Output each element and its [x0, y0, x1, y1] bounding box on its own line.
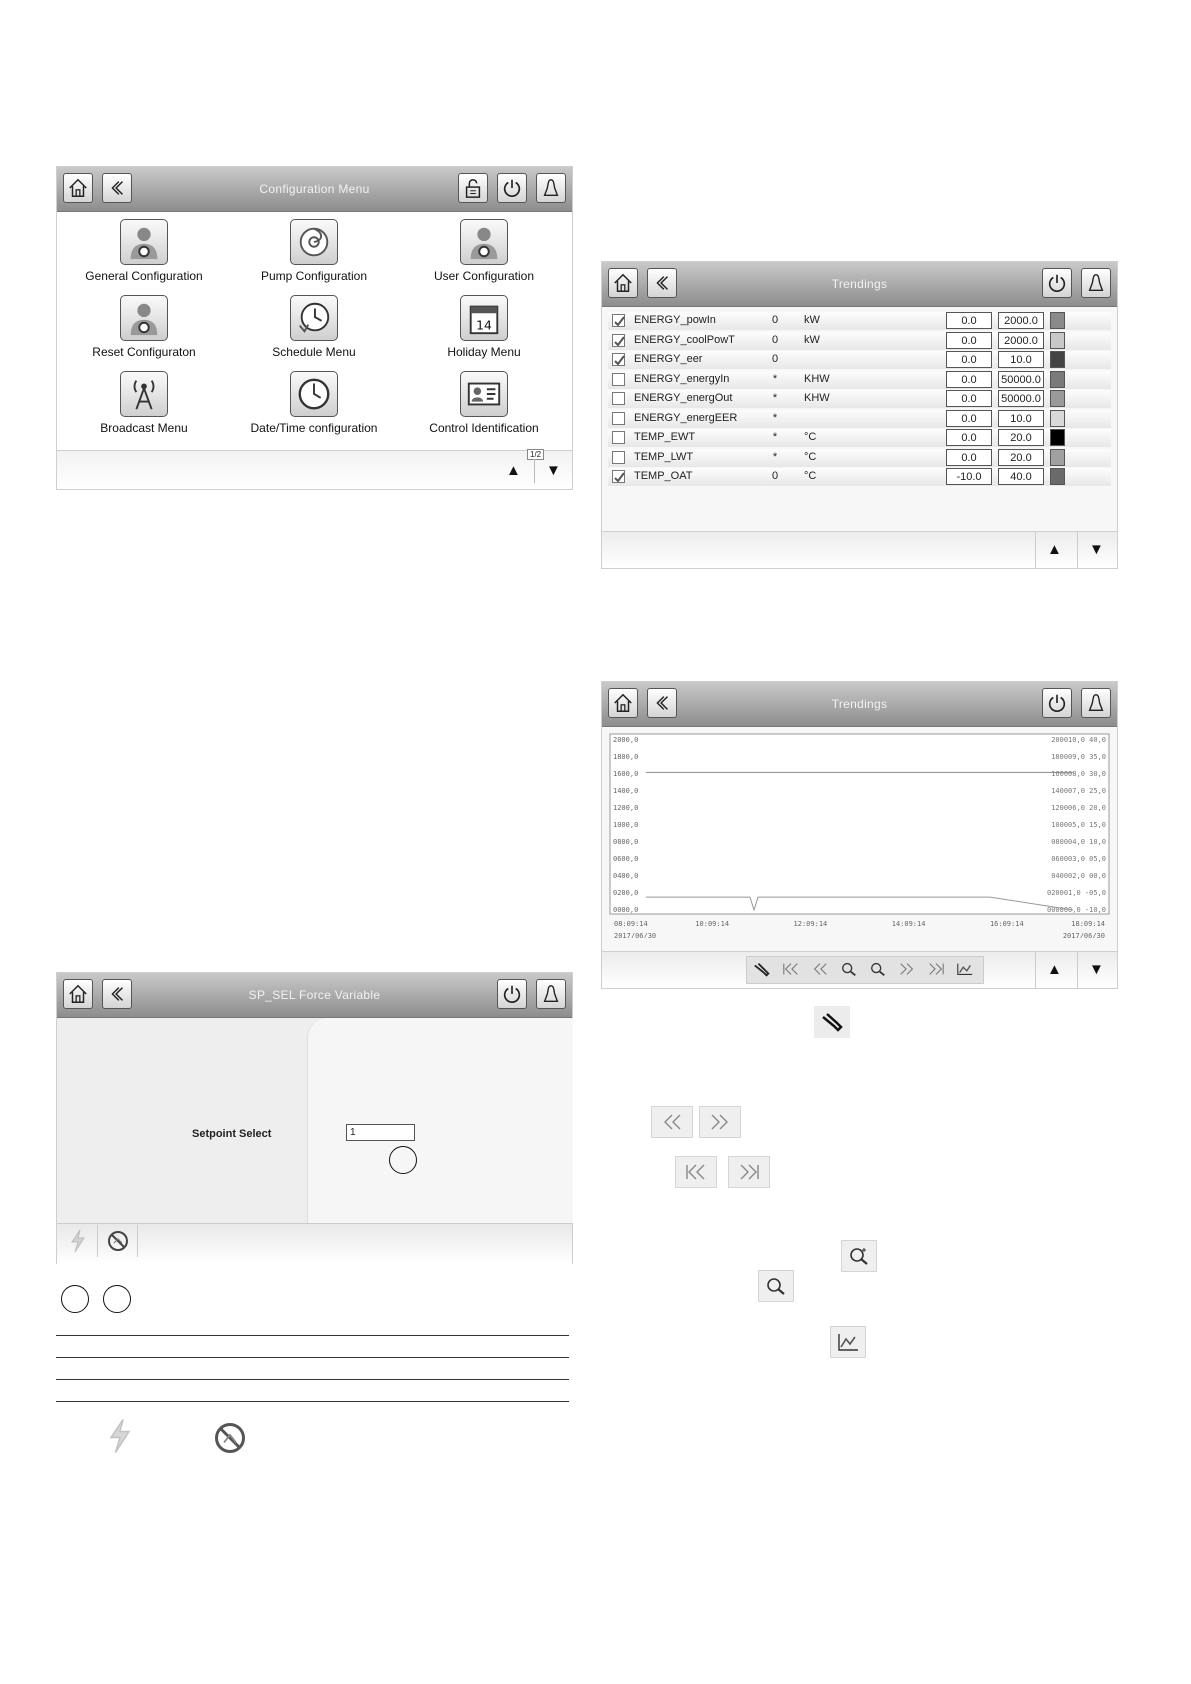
- menu-item-schedule-menu[interactable]: [229, 295, 399, 359]
- trend-checkbox[interactable]: [612, 470, 625, 483]
- trend-min-input[interactable]: 0.0: [946, 371, 992, 388]
- setpoint-label: Setpoint Select: [192, 1128, 272, 1140]
- page-up-button[interactable]: ▲: [1047, 541, 1062, 558]
- unlock-button[interactable]: [458, 173, 488, 203]
- table-divider: [56, 1379, 569, 1380]
- date-label-start: 2017/06/30: [614, 932, 657, 938]
- page-down-button[interactable]: ▼: [1089, 541, 1104, 558]
- page-title: Trendings: [831, 697, 888, 711]
- menu-item-control-identification[interactable]: [399, 371, 569, 435]
- trend-max-input[interactable]: 10.0: [998, 410, 1044, 427]
- skip-end-icon: [927, 961, 945, 977]
- trend-max-input[interactable]: 20.0: [998, 429, 1044, 446]
- title-bar: [602, 682, 1117, 727]
- zoom-out-icon: [758, 1270, 794, 1302]
- plot-area: [610, 734, 1109, 914]
- trend-color-swatch[interactable]: [1050, 390, 1065, 407]
- trend-checkbox[interactable]: [612, 334, 625, 347]
- skip-start-icon: [782, 961, 800, 977]
- y-tick-left: 0200,0: [613, 889, 639, 897]
- check-icon: [613, 471, 626, 484]
- bell-icon: [1085, 272, 1107, 294]
- bell-icon: [540, 983, 562, 1005]
- fast-forward-icon: [898, 961, 916, 977]
- alarm-button[interactable]: [1081, 268, 1111, 298]
- y-tick-right: 100005,0 15,0: [1051, 821, 1106, 829]
- right-pane: [307, 1018, 573, 1223]
- divider: [534, 459, 535, 483]
- title-bar: [57, 167, 572, 212]
- trendings-list-panel: [601, 261, 1118, 569]
- rewind-icon: [811, 961, 829, 977]
- force-variable-panel: [56, 972, 573, 1264]
- page-title: SP_SEL Force Variable: [248, 988, 381, 1002]
- y-tick-right: 160008,0 30,0: [1051, 770, 1106, 778]
- trend-checkbox[interactable]: [612, 431, 625, 444]
- y-tick-right: 120006,0 20,0: [1051, 804, 1106, 812]
- trend-name: TEMP_OAT: [634, 470, 693, 482]
- skip-end-button[interactable]: [923, 958, 949, 980]
- calendar-icon: [460, 295, 508, 341]
- user-gear-icon: [120, 219, 168, 265]
- callout-marker: [103, 1285, 131, 1313]
- y-tick-right: 200010,0 40,0: [1051, 736, 1106, 744]
- rewind-icon: [651, 1106, 693, 1138]
- trend-color-swatch[interactable]: [1050, 371, 1065, 388]
- menu-item-label: Reset Configuraton: [92, 345, 196, 359]
- back-icon: [651, 692, 673, 714]
- home-icon: [67, 177, 89, 199]
- trend-unit: KHW: [804, 392, 830, 404]
- back-button[interactable]: [647, 268, 677, 298]
- trend-unit: kW: [804, 333, 820, 346]
- footer-bar: [57, 450, 572, 489]
- trend-value: *: [772, 431, 778, 443]
- menu-item-label: User Configuration: [433, 269, 535, 283]
- trend-value: 0: [771, 333, 779, 346]
- menu-item-general-configuration[interactable]: [59, 219, 229, 283]
- antenna-icon: [120, 371, 168, 417]
- trend-checkbox[interactable]: [612, 412, 625, 425]
- menu-item-pump-configuration[interactable]: [229, 219, 399, 283]
- menu-item-label: Pump Configuration: [260, 269, 368, 283]
- home-icon: [612, 272, 634, 294]
- trend-max-input[interactable]: 2000.0: [998, 332, 1044, 349]
- alarm-button[interactable]: [1081, 688, 1111, 718]
- back-button[interactable]: [102, 979, 132, 1009]
- table-divider: [56, 1357, 569, 1358]
- rewind-button[interactable]: [807, 958, 833, 980]
- trend-checkbox[interactable]: [612, 373, 625, 386]
- trend-max-input[interactable]: 10.0: [998, 351, 1044, 368]
- page-title: Trendings: [831, 277, 888, 291]
- trend-min-input[interactable]: 0.0: [946, 351, 992, 368]
- title-bar: [602, 262, 1117, 307]
- trend-chart: [606, 728, 1113, 938]
- y-tick-left: 0800,0: [613, 838, 639, 846]
- table-divider: [56, 1335, 569, 1336]
- check-icon: [613, 335, 626, 348]
- power-icon: [501, 177, 523, 199]
- trend-color-swatch[interactable]: [1050, 410, 1065, 427]
- zoom-out-icon: [869, 961, 887, 977]
- trend-name: TEMP_LWT: [634, 450, 694, 463]
- trend-max-input[interactable]: 40.0: [998, 468, 1044, 485]
- y-tick-left: 1800,0: [613, 753, 639, 761]
- footer-bar: [602, 951, 1117, 988]
- menu-item-holiday-menu[interactable]: [399, 295, 569, 359]
- trend-color-swatch[interactable]: [1050, 351, 1065, 368]
- force-button[interactable]: [59, 1225, 98, 1257]
- lightning-icon: [104, 1418, 136, 1459]
- trend-name: ENERGY_powIn: [634, 314, 716, 326]
- zoom-in-button[interactable]: [836, 958, 862, 980]
- date-label-end: 2017/06/30: [1062, 932, 1105, 938]
- clock-icon: [290, 371, 338, 417]
- x-tick-label: 12:09:14: [793, 920, 828, 928]
- trend-name: ENERGY_energOut: [634, 392, 733, 404]
- y-tick-left: 1600,0: [613, 770, 639, 778]
- unlock-icon: [462, 177, 484, 199]
- back-icon: [106, 177, 128, 199]
- fast-forward-icon: [699, 1106, 741, 1138]
- trend-min-input[interactable]: 0.0: [946, 390, 992, 407]
- trend-row[interactable]: [608, 371, 1111, 389]
- divider: [1077, 532, 1078, 568]
- power-button[interactable]: [1042, 688, 1072, 718]
- trend-name: ENERGY_energyIn: [634, 372, 730, 385]
- alarm-button[interactable]: [536, 979, 566, 1009]
- trend-unit: °C: [804, 431, 817, 443]
- power-button[interactable]: [1042, 268, 1072, 298]
- y-tick-left: 0400,0: [613, 872, 639, 880]
- power-button[interactable]: [497, 979, 527, 1009]
- menu-item-date-time-configuration[interactable]: [229, 371, 399, 435]
- id-card-icon: [460, 371, 508, 417]
- trend-row[interactable]: [608, 390, 1111, 408]
- x-tick-label: 08:09:14: [614, 920, 648, 928]
- home-button[interactable]: [63, 173, 93, 203]
- divider: [1035, 952, 1036, 988]
- y-tick-right: 180009,0 35,0: [1051, 753, 1106, 761]
- setpoint-input[interactable]: 1: [346, 1124, 415, 1141]
- y-tick-left: 0600,0: [613, 855, 639, 863]
- skip-end-icon: [728, 1156, 770, 1188]
- trend-name: ENERGY_coolPowT: [634, 333, 735, 346]
- trend-max-input[interactable]: 50000.0: [998, 371, 1044, 388]
- skip-start-icon: [675, 1156, 717, 1188]
- zoom-out-button[interactable]: [865, 958, 891, 980]
- svg-text:14: 14: [476, 318, 492, 333]
- trend-min-input[interactable]: 0.0: [946, 312, 992, 329]
- trend-color-swatch[interactable]: [1050, 449, 1065, 466]
- divider: [1077, 952, 1078, 988]
- trend-value: 0: [771, 470, 779, 482]
- page-up-button[interactable]: ▲: [1047, 961, 1062, 978]
- footer-bar: [602, 531, 1117, 568]
- trend-max-input[interactable]: 2000.0: [998, 312, 1044, 329]
- table-divider: [56, 1401, 569, 1402]
- trend-name: ENERGY_eer: [634, 353, 703, 365]
- clock-refresh-icon: [290, 295, 338, 341]
- y-tick-right: 060003,0 05,0: [1051, 855, 1106, 863]
- y-tick-right: 000000,0 -10,0: [1046, 906, 1106, 914]
- trend-row[interactable]: [608, 332, 1111, 350]
- trend-color-swatch[interactable]: [1050, 468, 1065, 485]
- y-tick-left: 2000,0: [613, 736, 639, 744]
- trend-value: *: [772, 411, 778, 424]
- wrench-icon: [814, 1006, 850, 1038]
- trend-checkbox[interactable]: [612, 353, 625, 366]
- trend-row[interactable]: [608, 429, 1111, 447]
- no-entry-icon: [212, 1420, 248, 1461]
- menu-item-label: General Configuration: [85, 269, 203, 283]
- menu-item-label: Control Identification: [429, 421, 539, 435]
- y-tick-right: 020001,0 -05,0: [1046, 889, 1106, 897]
- y-tick-left: 0000,0: [613, 906, 639, 914]
- y-tick-left: 1000,0: [613, 821, 639, 829]
- trend-color-swatch[interactable]: [1050, 312, 1065, 329]
- home-icon: [67, 983, 89, 1005]
- menu-item-label: Broadcast Menu: [100, 421, 188, 435]
- home-button[interactable]: [63, 979, 93, 1009]
- bell-icon: [1085, 692, 1107, 714]
- trend-name: TEMP_EWT: [634, 431, 696, 443]
- home-button[interactable]: [608, 268, 638, 298]
- trend-value: *: [772, 392, 778, 404]
- trend-min-input[interactable]: -10.0: [946, 468, 992, 485]
- skip-start-button[interactable]: [778, 958, 804, 980]
- home-icon: [612, 692, 634, 714]
- x-tick-label: 10:09:14: [695, 920, 730, 928]
- trend-unit: KHW: [804, 372, 830, 385]
- trend-min-input[interactable]: 0.0: [946, 429, 992, 446]
- y-tick-left: 1400,0: [613, 787, 639, 795]
- trend-unit: °C: [804, 450, 817, 463]
- callout-marker: [389, 1146, 417, 1174]
- power-icon: [1046, 692, 1068, 714]
- y-tick-right: 080004,0 10,0: [1051, 838, 1106, 846]
- trendings-chart-panel: [601, 681, 1118, 989]
- trend-color-swatch[interactable]: [1050, 429, 1065, 446]
- title-bar: [57, 973, 572, 1018]
- trend-name: ENERGY_energEER: [634, 411, 738, 424]
- page-down-button[interactable]: ▼: [546, 462, 561, 479]
- menu-item-broadcast-menu[interactable]: [59, 371, 229, 435]
- unforce-button[interactable]: [99, 1225, 138, 1257]
- home-button[interactable]: [608, 688, 638, 718]
- menu-item-user-configuration[interactable]: [399, 219, 569, 283]
- back-button[interactable]: [647, 688, 677, 718]
- back-icon: [106, 983, 128, 1005]
- menu-item-label: Schedule Menu: [272, 345, 356, 359]
- trend-row[interactable]: [608, 312, 1111, 330]
- lightning-icon: [68, 1229, 88, 1253]
- chart-scale-icon: [830, 1326, 866, 1358]
- trend-max-input[interactable]: 20.0: [998, 449, 1044, 466]
- check-icon: [613, 354, 626, 367]
- check-icon: [613, 315, 626, 328]
- trend-row[interactable]: [608, 410, 1111, 428]
- zoom-in-icon: [841, 1240, 877, 1272]
- trend-row[interactable]: [608, 449, 1111, 467]
- trend-value: *: [772, 450, 778, 463]
- fast-forward-button[interactable]: [894, 958, 920, 980]
- trend-color-swatch[interactable]: [1050, 332, 1065, 349]
- page-up-button[interactable]: ▲: [506, 462, 521, 479]
- trend-value: 0: [771, 353, 779, 365]
- zoom-in-icon: [840, 961, 858, 977]
- divider: [1035, 532, 1036, 568]
- menu-item-label: Holiday Menu: [447, 345, 521, 359]
- trend-value: *: [772, 372, 778, 385]
- trend-checkbox[interactable]: [612, 314, 625, 327]
- menu-item-reset-configuration[interactable]: [59, 295, 229, 359]
- page-down-button[interactable]: ▼: [1089, 961, 1104, 978]
- x-tick-label: 16:09:14: [989, 920, 1024, 928]
- chart-scale-icon: [956, 961, 974, 977]
- user-gear-icon: [460, 219, 508, 265]
- autoscale-button[interactable]: [952, 958, 978, 980]
- trend-max-input[interactable]: 50000.0: [998, 390, 1044, 407]
- x-tick-label: 14:09:14: [891, 920, 926, 928]
- trend-unit: kW: [804, 314, 820, 326]
- page-title: Configuration Menu: [259, 182, 370, 196]
- y-tick-right: 140007,0 25,0: [1051, 787, 1106, 795]
- trend-min-input[interactable]: 0.0: [946, 332, 992, 349]
- configuration-menu-panel: [56, 166, 573, 490]
- y-tick-right: 040002,0 00,0: [1051, 872, 1106, 880]
- page-indicator: 1/2: [527, 449, 544, 460]
- trend-unit: °C: [804, 470, 817, 482]
- callout-marker: [61, 1285, 89, 1313]
- trend-value: 0: [771, 314, 779, 326]
- power-button[interactable]: [497, 173, 527, 203]
- trend-checkbox[interactable]: [612, 392, 625, 405]
- trend-row[interactable]: [608, 351, 1111, 369]
- user-gear-icon: [120, 295, 168, 341]
- wrench-icon: [753, 961, 771, 977]
- menu-item-label: Date/Time configuration: [250, 421, 378, 435]
- power-icon: [501, 983, 523, 1005]
- back-icon: [651, 272, 673, 294]
- no-entry-icon: [106, 1229, 130, 1253]
- trend-checkbox[interactable]: [612, 451, 625, 464]
- wrench-button[interactable]: [749, 958, 775, 980]
- trend-row[interactable]: [608, 468, 1111, 486]
- bell-icon: [540, 177, 562, 199]
- back-button[interactable]: [102, 173, 132, 203]
- trend-min-input[interactable]: 0.0: [946, 449, 992, 466]
- power-icon: [1046, 272, 1068, 294]
- trend-min-input[interactable]: 0.0: [946, 410, 992, 427]
- y-tick-left: 1200,0: [613, 804, 639, 812]
- x-tick-label: 18:09:14: [1071, 920, 1105, 928]
- alarm-button[interactable]: [536, 173, 566, 203]
- pump-icon: [290, 219, 338, 265]
